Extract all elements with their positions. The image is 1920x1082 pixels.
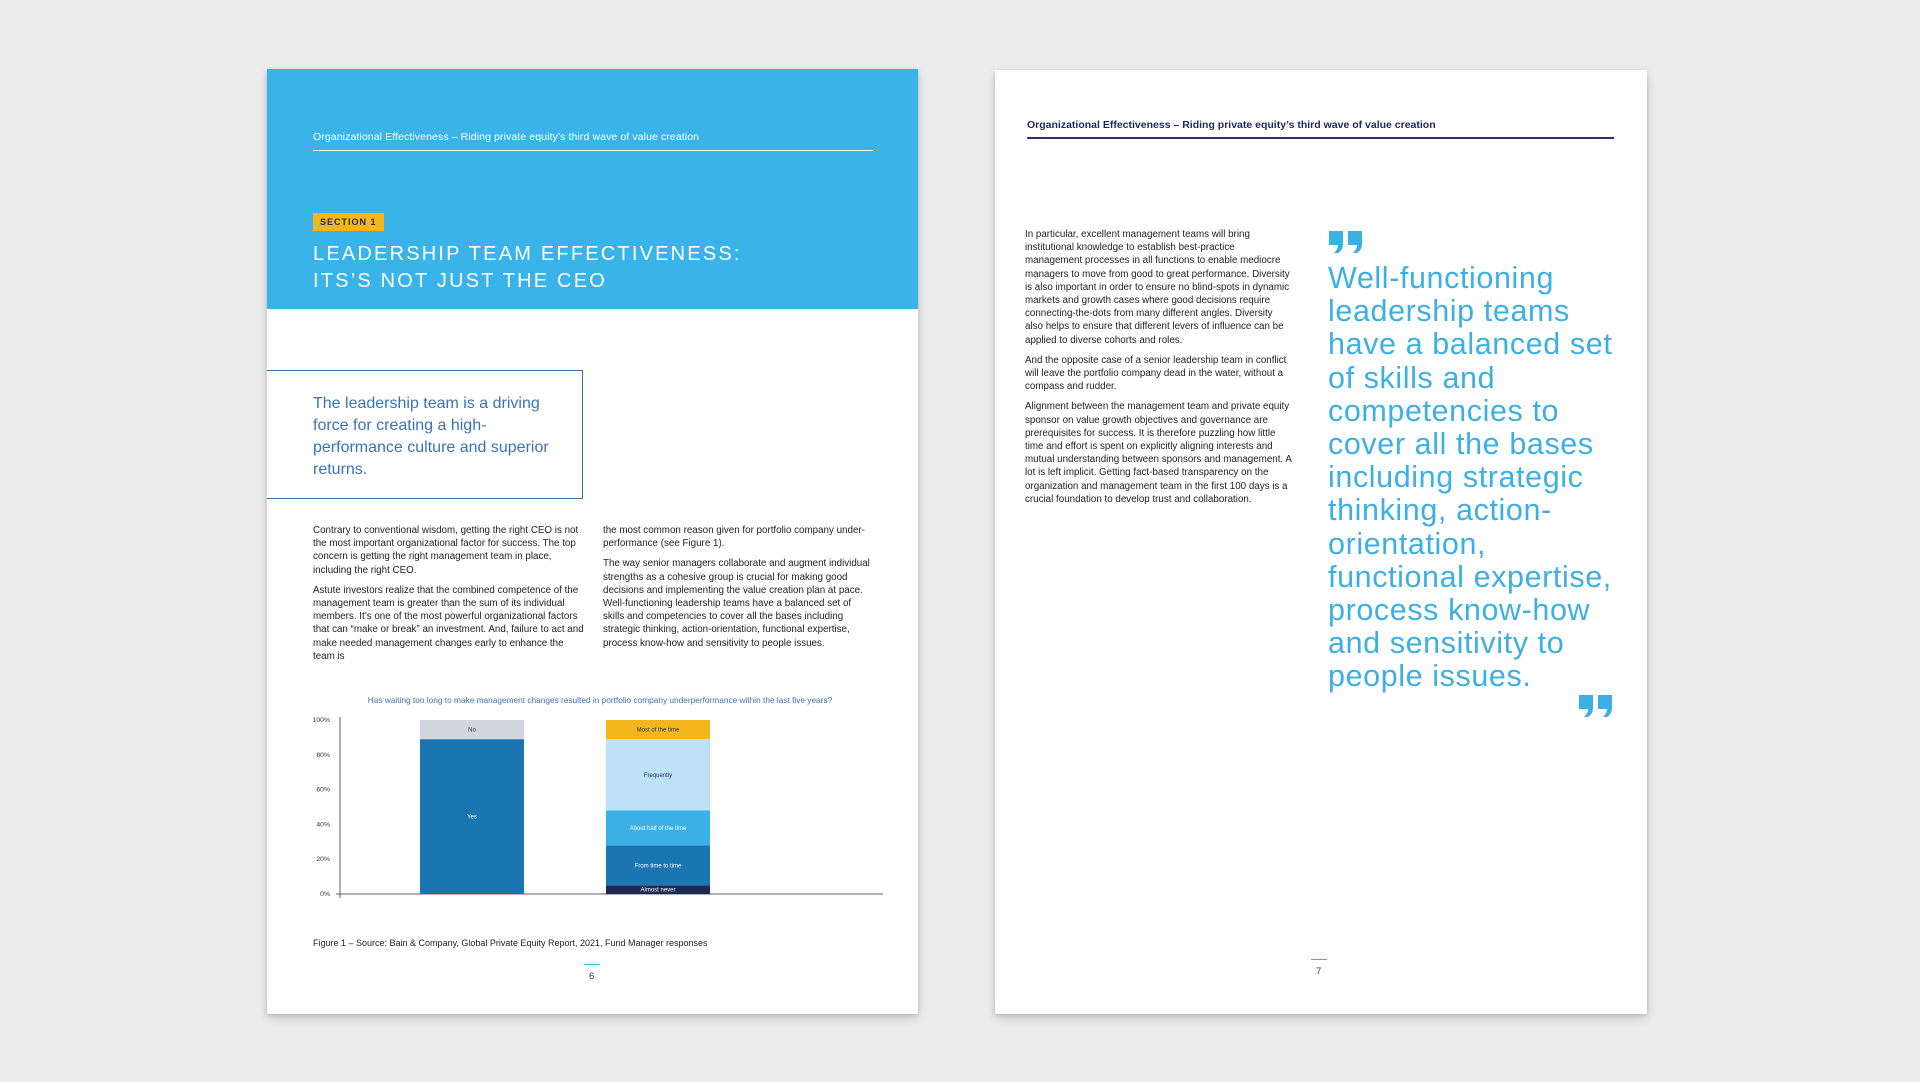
paragraph: And the opposite case of a senior leadership team in conflict will leave the portfolio company dead in the water, without a compass and rudder. <box>1025 354 1287 393</box>
section-title <box>313 241 873 295</box>
paragraph: Alignment between the management team and private equity sponsor on value growth objectives and governance are prerequisites for success. It is therefore puzzling how little time and effort is spent on explicitly aligning interests and mutual understanding between sponsors and management. A lot is left implicit. Getting fact-based transparency on the organization and management team in the first 100 days is a crucial foundation to develop trust and collaboration. <box>1025 401 1292 505</box>
y-tick-label: 0% <box>320 891 330 898</box>
paragraph: Astute investors realize that the combined competence of the management team is greater than the sum of its individual members. It’s one of the most powerful organizational factors that can “make or break” an investment. And, failure to act and make needed management changes early to enhance the team is <box>313 584 584 662</box>
header-rule <box>313 150 873 151</box>
pull-quote: Well-functioning leadership teams have a balanced set of skills and competencies to cover all the bases including strategic thinking, action-orientation, functional expertise, process know-how and sensitivity to people issues. <box>1328 261 1613 694</box>
y-tick-label: 40% <box>316 821 330 829</box>
bar-segment-label: Almost never <box>640 887 676 894</box>
bar-segment-label: No <box>468 727 476 734</box>
paragraph: the most common reason given for portfolio company under-performance (see Figure 1). <box>603 525 865 550</box>
callout-text: The leadership team is a driving force for creating a high-performance culture and superior returns. <box>313 395 549 478</box>
bar-segment-label: Frequently <box>643 772 673 779</box>
section-title-line-1: LEADERSHIP TEAM EFFECTIVENESS: <box>313 243 742 265</box>
figure-1-chart <box>295 695 895 925</box>
section-title-line-2: ITS’S NOT JUST THE CEO <box>313 270 607 292</box>
figure-caption: Figure 1 – Source: Bain & Company, Global Private Equity Report, 2021, Fund Manager responses <box>313 938 708 948</box>
section-tag: SECTION 1 <box>313 213 384 231</box>
page-number-rule <box>1311 959 1327 960</box>
right-page <box>995 70 1647 1014</box>
body-column-2 <box>603 524 875 657</box>
y-tick-label: 80% <box>316 751 330 759</box>
body-column <box>1025 228 1293 513</box>
paragraph: Contrary to conventional wisdom, getting the right CEO is not the most important organizational factor for success. The top concern is getting the right management team in place, including the right CEO. <box>313 525 579 576</box>
quote-open-icon <box>1328 230 1364 254</box>
left-page <box>267 69 918 1014</box>
y-tick-label: 20% <box>316 856 330 864</box>
body-column-1 <box>313 524 585 670</box>
bar-segment-label: Yes <box>467 814 477 821</box>
y-tick-label: 100% <box>312 717 330 724</box>
bar-segment-label: Most of the time <box>636 727 680 734</box>
callout-box <box>267 370 583 499</box>
y-tick-label: 60% <box>316 786 330 794</box>
paragraph: The way senior managers collaborate and augment individual strengths as a cohesive group is crucial for making good decisions and implementing the value creation plan at pace. Well-functioning leadership teams have a balanced set of skills and competencies to cover all the bases including strategic thinking, action-orientation, functional expertise, process know-how and sensitivity to people issues. <box>603 558 870 649</box>
page-number-rule <box>584 964 600 965</box>
chart-axes <box>313 717 883 898</box>
header-rule <box>1027 137 1614 139</box>
page-number: 7 <box>1316 966 1322 977</box>
chart-title: Has waiting too long to make management changes resulted in portfolio company underperformance within the last five years? <box>367 695 833 705</box>
page-number: 6 <box>589 971 595 982</box>
running-header: Organizational Effectiveness – Riding private equity’s third wave of value creation <box>1027 119 1436 131</box>
bar-segment-label: From time to time <box>634 863 682 870</box>
chart-bars <box>420 720 710 894</box>
header-band <box>267 69 918 309</box>
paragraph: In particular, excellent management teams will bring institutional knowledge to establish best-practice management processes in all functions to enable mediocre managers to move from good to great performance. Diversity is also important in order to ensure no blind-spots in dynamic markets and growth cases where good decisions require connecting-the-dots from many different angles. Diversity also helps to ensure that different levers of influence can be applied to diverse cohorts and roles. <box>1025 229 1290 346</box>
bar-segment-label: About half of the time <box>629 825 687 832</box>
quote-close-icon <box>1578 694 1614 718</box>
running-header: Organizational Effectiveness – Riding private equity’s third wave of value creation <box>313 131 700 143</box>
